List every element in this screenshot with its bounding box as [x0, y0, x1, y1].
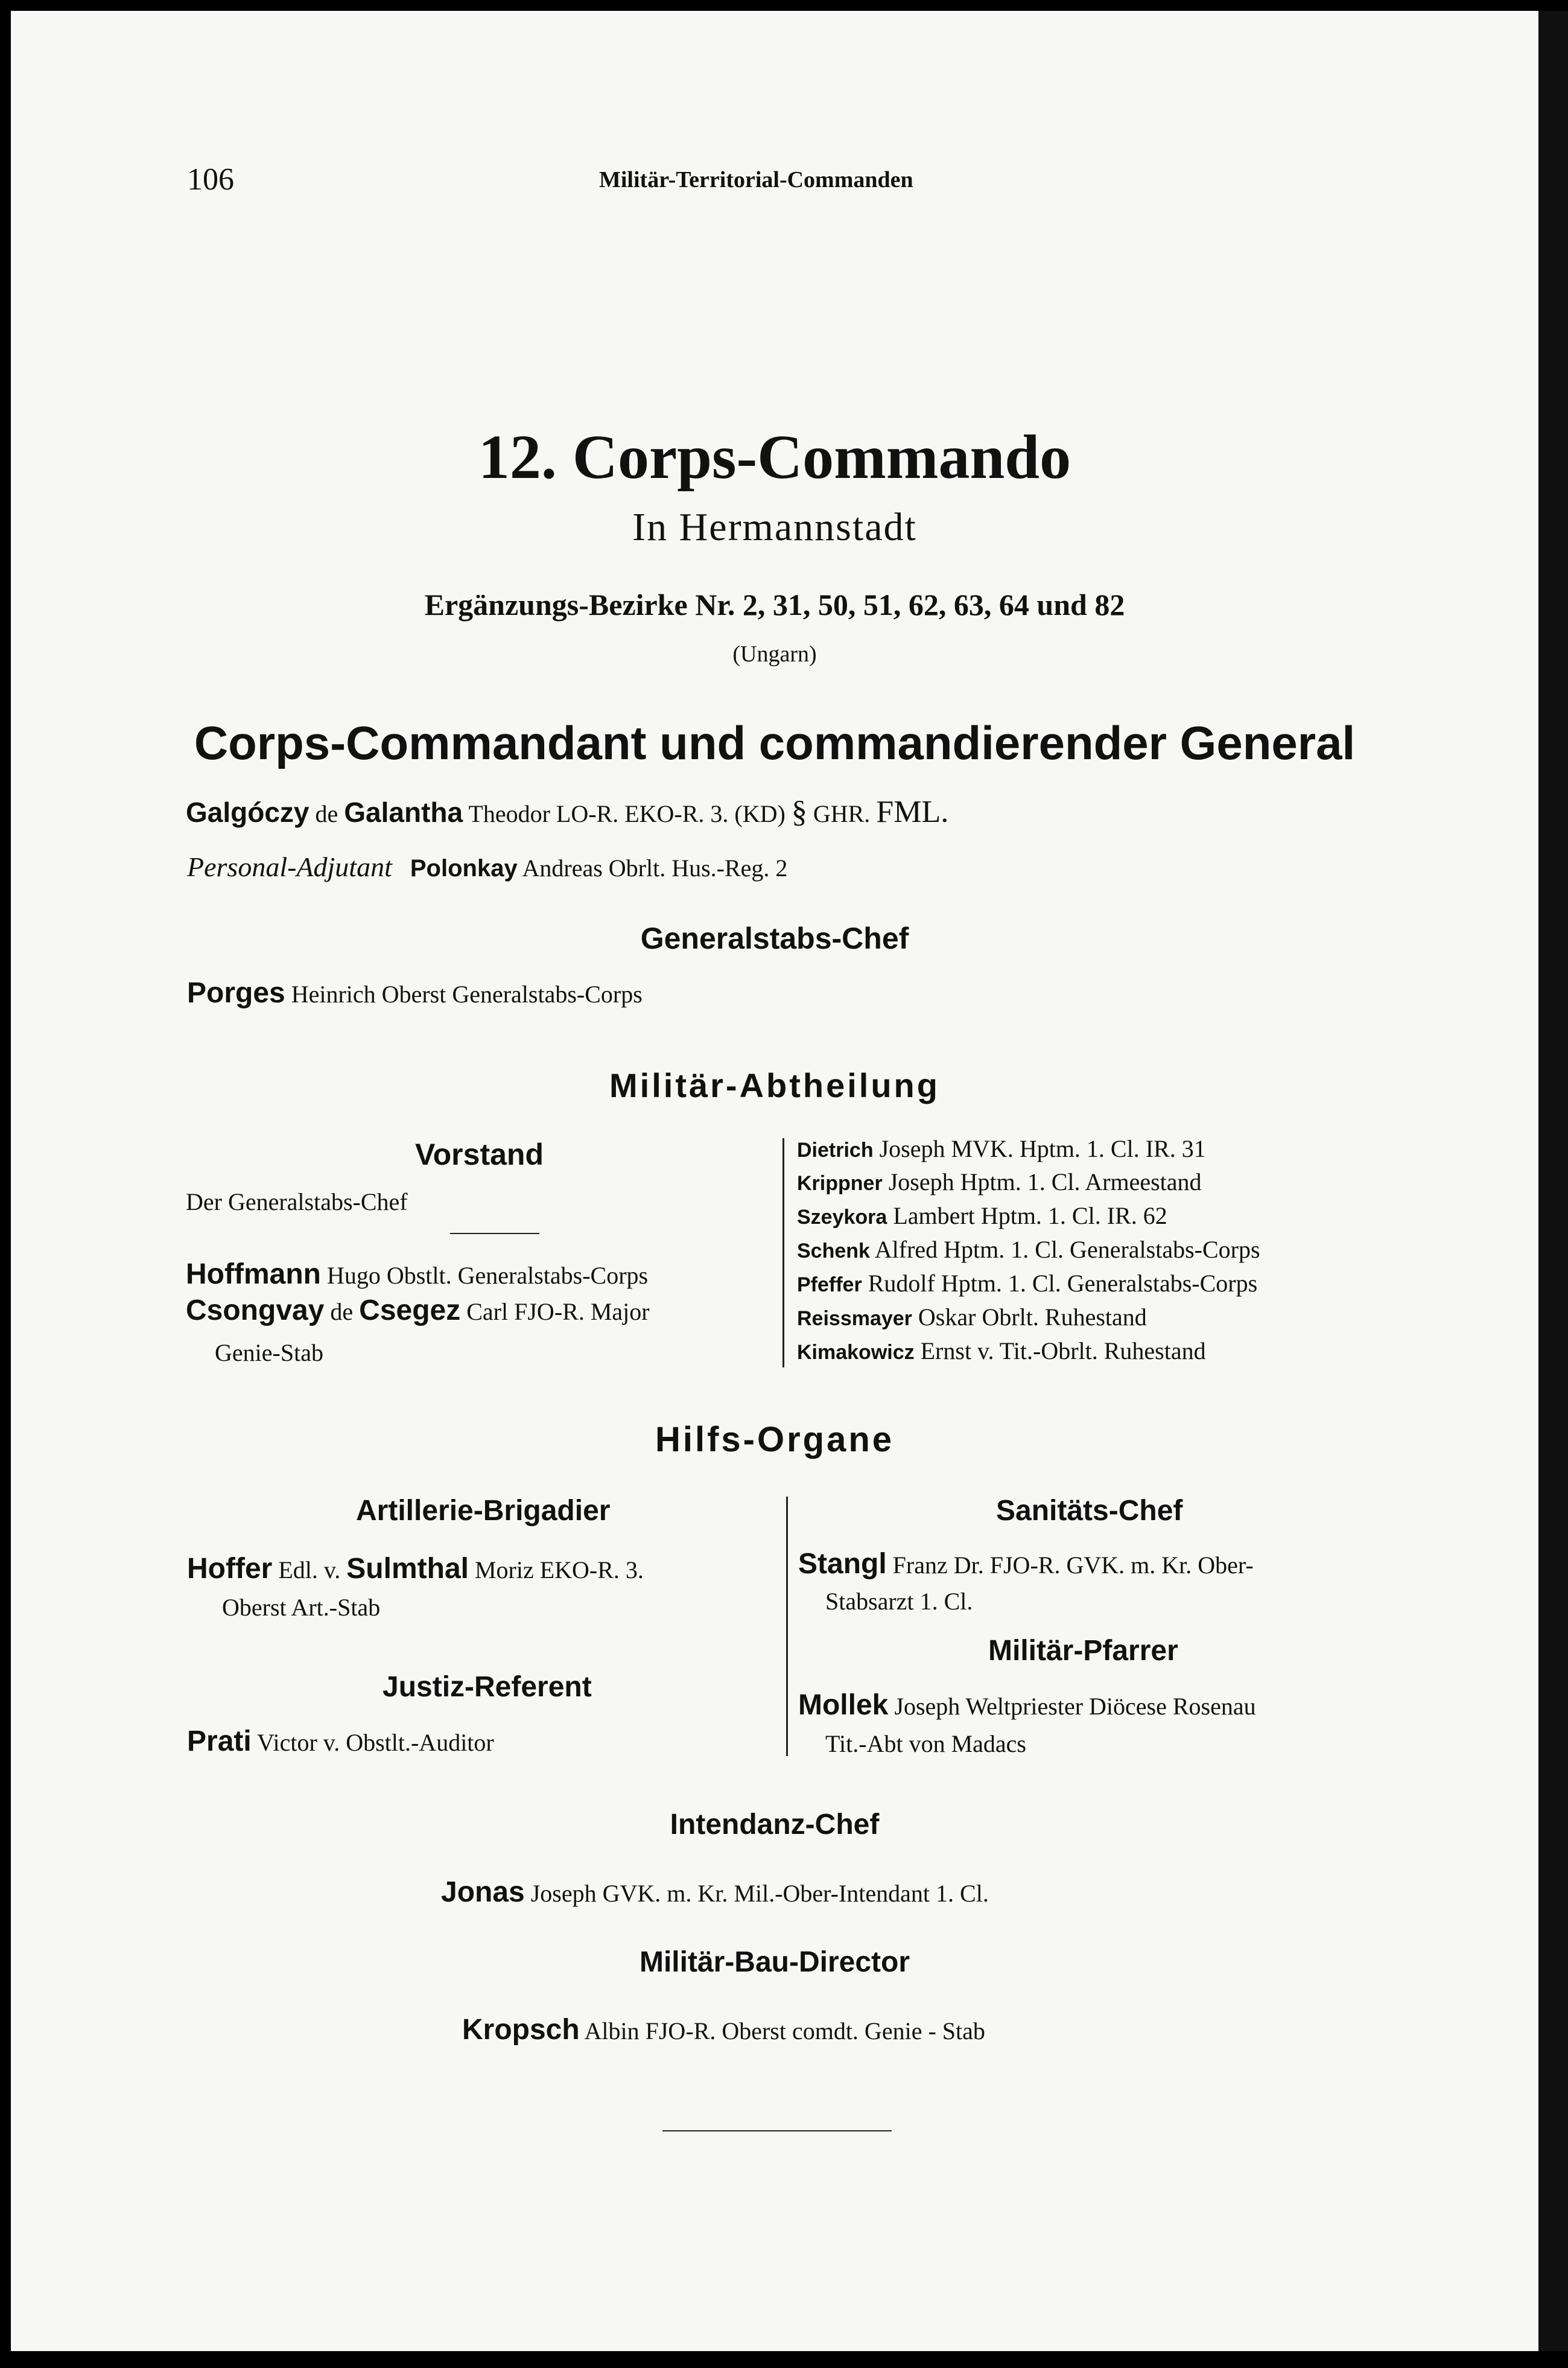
adjutant-surname: Polonkay	[410, 855, 518, 882]
sanitaets-entry	[798, 1547, 1254, 1580]
commander-surname: Galgóczy	[186, 797, 309, 828]
pfarrer-cont: Tit.-Abt von Madacs	[825, 1730, 1026, 1757]
sanitaets-cont: Stabsarzt 1. Cl.	[825, 1588, 973, 1615]
mil-right-row-1	[797, 1135, 1206, 1163]
document-page	[11, 11, 1538, 2351]
scan-edge	[1538, 11, 1568, 2351]
ergaenzung-line: Ergänzungs-Bezirke Nr. 2, 31, 50, 51, 62, 63, 64 und 82	[424, 588, 1125, 622]
column-divider	[782, 1138, 784, 1367]
mil-left-row-2	[186, 1294, 650, 1327]
entry-surname: Reissmayer	[797, 1307, 912, 1330]
sanitaets-heading: Sanitäts-Chef	[996, 1495, 1183, 1527]
commander-entry	[186, 794, 948, 830]
mil-right-row-3	[797, 1202, 1167, 1230]
entry-particle: de	[330, 1298, 354, 1325]
entry-details: Hugo Obstlt. Generalstabs-Corps	[326, 1262, 649, 1289]
column-divider	[786, 1497, 788, 1756]
divider	[450, 1233, 539, 1234]
country-line: (Ungarn)	[732, 641, 817, 667]
entry-details: Joseph Weltpriester Diöcese Rosenau	[894, 1693, 1256, 1720]
intendanz-entry	[441, 1876, 989, 1909]
entry-details: Joseph Hptm. 1. Cl. Armeestand	[888, 1168, 1202, 1195]
intendanz-heading: Intendanz-Chef	[670, 1809, 880, 1841]
bau-entry	[462, 2013, 985, 2046]
mil-right-row-6	[797, 1303, 1147, 1331]
entry-details: Oskar Obrlt. Ruhestand	[918, 1303, 1147, 1331]
entry-details: Franz Dr. FJO-R. GVK. m. Kr. Ober-	[892, 1552, 1254, 1579]
entry-title-name: Sulmthal	[346, 1553, 469, 1585]
chief-of-staff-details: Heinrich Oberst Generalstabs-Corps	[291, 981, 643, 1008]
commander-details2: GHR.	[813, 800, 871, 827]
entry-surname: Krippner	[797, 1172, 883, 1195]
mil-right-row-7	[797, 1337, 1206, 1365]
pfarrer-heading: Militär-Pfarrer	[988, 1635, 1178, 1667]
pfarrer-entry	[798, 1688, 1256, 1722]
entry-details: Joseph MVK. Hptm. 1. Cl. IR. 31	[879, 1135, 1206, 1162]
entry-surname: Csongvay	[186, 1294, 325, 1326]
decoration-icon: §	[791, 795, 807, 829]
mil-right-row-2	[797, 1168, 1202, 1196]
entry-details: Albin FJO-R. Oberst comdt. Genie - Stab	[584, 2017, 985, 2045]
entry-surname: Hoffer	[187, 1553, 273, 1585]
mil-left-row-1	[186, 1258, 648, 1291]
adjutant-role: Personal-Adjutant	[187, 851, 392, 882]
page-number: 106	[187, 162, 234, 197]
chief-of-staff-entry	[187, 976, 643, 1010]
entry-surname: Mollek	[798, 1689, 889, 1721]
vorstand-heading: Vorstand	[415, 1138, 544, 1171]
commander-rank: FML.	[876, 795, 949, 829]
adjutant-details: Andreas Obrlt. Hus.-Reg. 2	[522, 855, 788, 882]
end-rule	[662, 2130, 892, 2131]
main-title: 12. Corps-Commando	[478, 422, 1071, 492]
entry-surname: Schenk	[797, 1240, 870, 1262]
mil-left-row-2-cont: Genie-Stab	[215, 1339, 323, 1366]
artillerie-cont: Oberst Art.-Stab	[222, 1594, 381, 1621]
entry-details: Victor v. Obstlt.-Auditor	[257, 1729, 494, 1756]
entry-surname: Dietrich	[797, 1139, 874, 1162]
commander-particle: de	[315, 800, 338, 827]
justiz-heading: Justiz-Referent	[382, 1671, 592, 1703]
commander-details: Theodor LO-R. EKO-R. 3. (KD)	[468, 800, 786, 827]
military-dept-heading: Militär-Abtheilung	[609, 1066, 940, 1104]
entry-mid: Edl. v.	[278, 1556, 341, 1583]
hilfs-heading: Hilfs-Organe	[655, 1420, 895, 1459]
mil-right-row-4	[797, 1235, 1260, 1264]
entry-surname: Hoffmann	[186, 1258, 321, 1290]
entry-surname: Jonas	[441, 1876, 525, 1908]
entry-details: Joseph GVK. m. Kr. Mil.-Ober-Intendant 1. Cl.	[530, 1880, 989, 1907]
artillerie-heading: Artillerie-Brigadier	[356, 1495, 611, 1527]
entry-details: Rudolf Hptm. 1. Cl. Generalstabs-Corps	[868, 1270, 1258, 1297]
entry-surname: Kimakowicz	[797, 1341, 915, 1364]
entry-surname: Prati	[187, 1725, 252, 1757]
entry-details: Alfred Hptm. 1. Cl. Generalstabs-Corps	[874, 1236, 1260, 1263]
commander-title-name: Galantha	[344, 797, 463, 828]
entry-surname: Kropsch	[462, 2014, 580, 2046]
location-title: In Hermannstadt	[632, 505, 917, 549]
chief-of-staff-heading: Generalstabs-Chef	[640, 921, 909, 955]
vorstand-text: Der Generalstabs-Chef	[186, 1188, 408, 1215]
artillerie-entry	[187, 1552, 644, 1585]
adjutant-entry	[187, 851, 787, 883]
entry-title-name: Csegez	[359, 1294, 461, 1326]
entry-details: Ernst v. Tit.-Obrlt. Ruhestand	[920, 1337, 1206, 1364]
running-title: Militär-Territorial-Commanden	[599, 167, 913, 193]
chief-of-staff-surname: Porges	[187, 977, 285, 1009]
mil-right-row-5	[797, 1269, 1257, 1297]
entry-surname: Stangl	[798, 1548, 887, 1580]
entry-details: Lambert Hptm. 1. Cl. IR. 62	[893, 1202, 1167, 1229]
entry-details: Carl FJO-R. Major	[466, 1298, 650, 1325]
bau-heading: Militär-Bau-Director	[639, 1946, 910, 1978]
justiz-entry	[187, 1725, 494, 1758]
entry-details: Moriz EKO-R. 3.	[474, 1556, 644, 1583]
entry-surname: Szeykora	[797, 1206, 887, 1229]
commander-heading: Corps-Commandant und commandierender General	[194, 716, 1356, 769]
entry-surname: Pfeffer	[797, 1273, 862, 1296]
